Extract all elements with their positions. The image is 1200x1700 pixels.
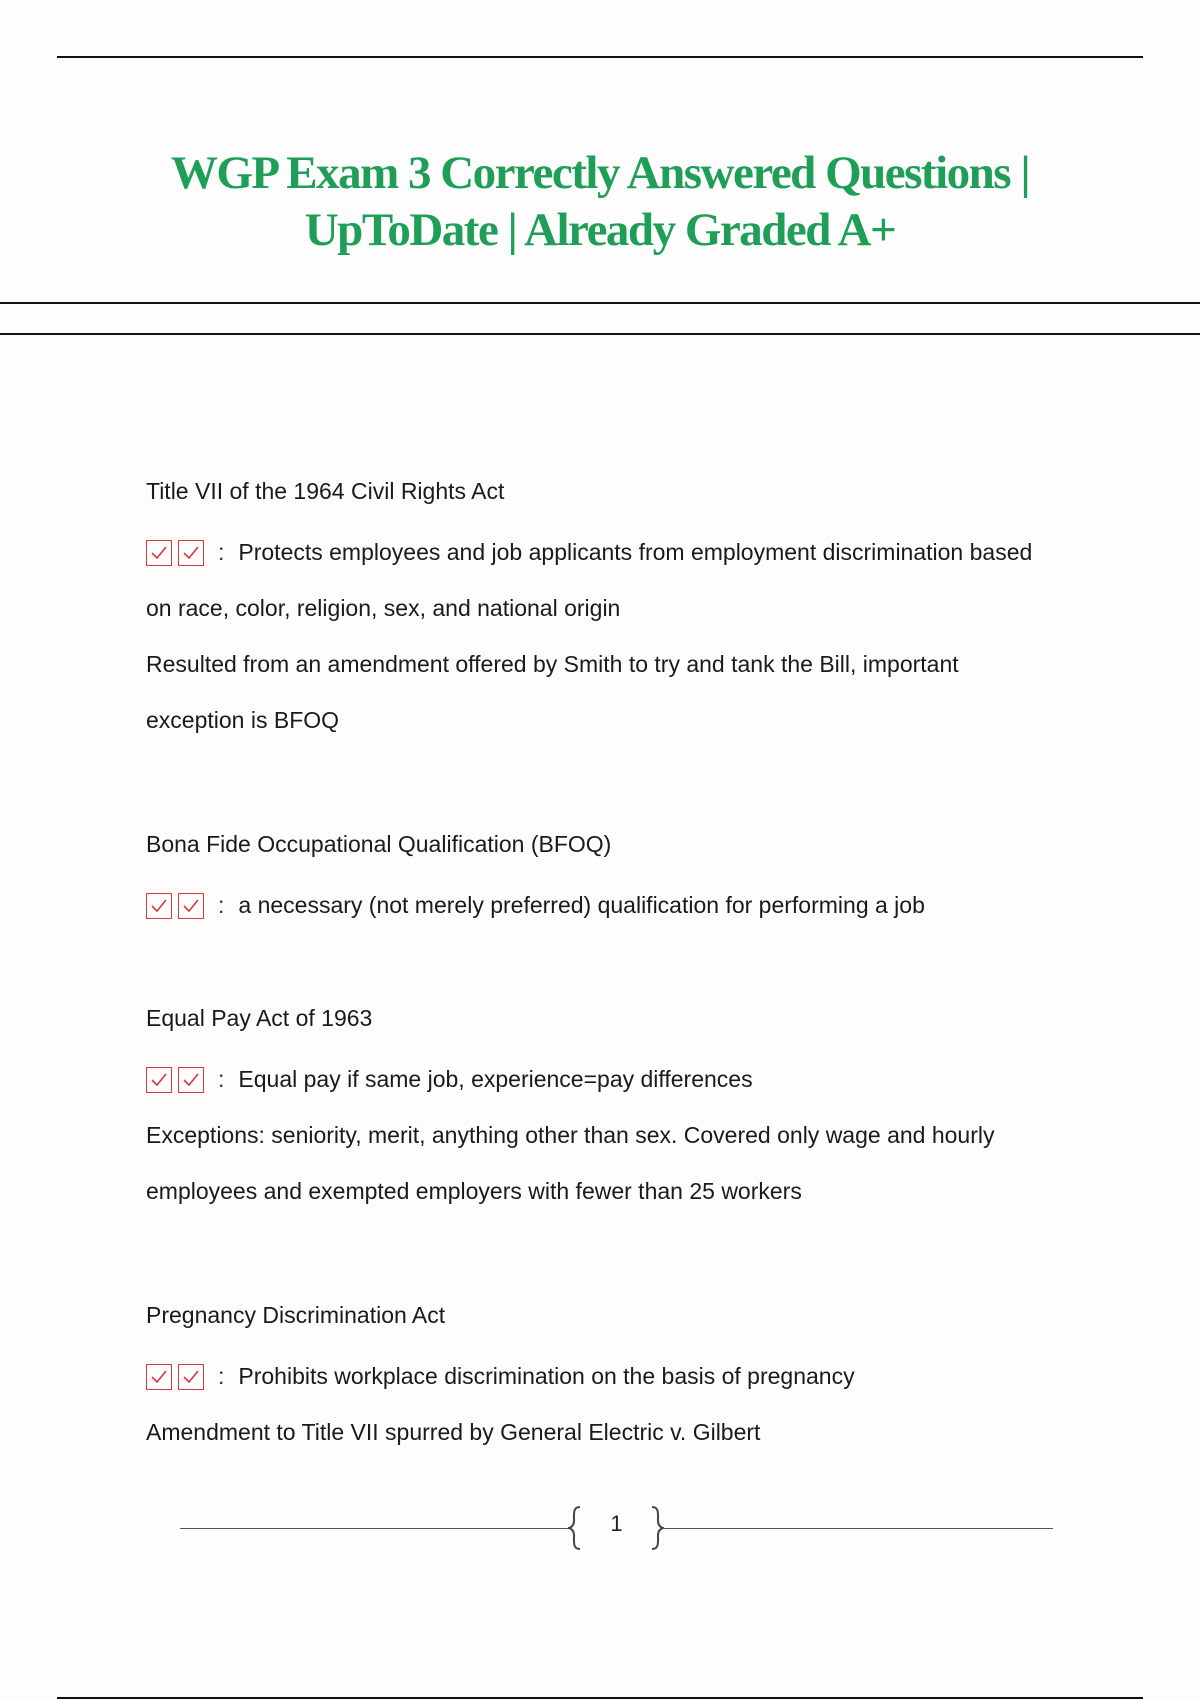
answer-continuation: Amendment to Title VII spurred by General Electric v. Gilbert <box>146 1419 761 1445</box>
question-term: Equal Pay Act of 1963 <box>146 1005 373 1031</box>
top-rule <box>57 56 1143 58</box>
answer-first-line <box>146 1360 1106 1393</box>
answer-continuation: Resulted from an amendment offered by Smith to try and tank the Bill, important <box>146 651 959 677</box>
answer-separator: : <box>218 1066 225 1092</box>
answer-text: a necessary (not merely preferred) qualification for performing a job <box>238 892 925 918</box>
qa-entry <box>146 828 1106 922</box>
answer-continuation: employees and exempted employers with fewer than 25 workers <box>146 1178 802 1204</box>
right-brace-icon <box>650 1505 664 1551</box>
qa-list <box>146 475 1106 1488</box>
check-box-icon <box>178 540 204 566</box>
answer-continuation: Exceptions: seniority, merit, anything other than sex. Covered only wage and hourly <box>146 1122 995 1148</box>
answer-separator: : <box>218 539 225 565</box>
page-number: 1 <box>610 1511 623 1536</box>
answer-text: Equal pay if same job, experience=pay differences <box>238 1066 753 1092</box>
bottom-rule <box>57 1697 1143 1699</box>
qa-entry <box>146 1002 1106 1219</box>
answer-text: Protects employees and job applicants from employment discrimination based <box>238 539 1033 565</box>
answer-checkmarks <box>146 1067 210 1093</box>
answer-checkmarks <box>146 1364 210 1390</box>
answer-continuation: on race, color, religion, sex, and national origin <box>146 595 621 621</box>
question-term: Pregnancy Discrimination Act <box>146 1302 446 1328</box>
check-box-icon <box>178 1364 204 1390</box>
footer-rule-left <box>180 1528 570 1529</box>
question-term: Title VII of the 1964 Civil Rights Act <box>146 478 505 504</box>
answer-checkmarks <box>146 893 210 919</box>
check-box-icon <box>146 1364 172 1390</box>
answer-separator: : <box>218 1363 225 1389</box>
page-footer <box>180 1505 1053 1551</box>
title-line-1: WGP Exam 3 Correctly Answered Questions | <box>170 147 1030 199</box>
answer-continuation: exception is BFOQ <box>146 707 340 733</box>
title-line-2: UpToDate | Already Graded A+ <box>304 204 896 256</box>
answer-checkmarks <box>146 540 210 566</box>
header-band-rule-lower <box>0 333 1200 335</box>
answer-first-line <box>146 1063 1106 1096</box>
check-box-icon <box>178 893 204 919</box>
answer-first-line <box>146 889 1106 922</box>
check-box-icon <box>146 540 172 566</box>
qa-entry <box>146 1299 1106 1460</box>
document-title <box>100 145 1100 259</box>
answer-text: Prohibits workplace discrimination on the basis of pregnancy <box>238 1363 855 1389</box>
check-box-icon <box>178 1067 204 1093</box>
check-box-icon <box>146 1067 172 1093</box>
qa-entry <box>146 475 1106 748</box>
answer-separator: : <box>218 892 225 918</box>
question-term: Bona Fide Occupational Qualification (BFOQ) <box>146 831 612 857</box>
footer-rule-right <box>663 1528 1053 1529</box>
header-band-rule-upper <box>0 302 1200 304</box>
answer-first-line <box>146 536 1106 569</box>
check-box-icon <box>146 893 172 919</box>
